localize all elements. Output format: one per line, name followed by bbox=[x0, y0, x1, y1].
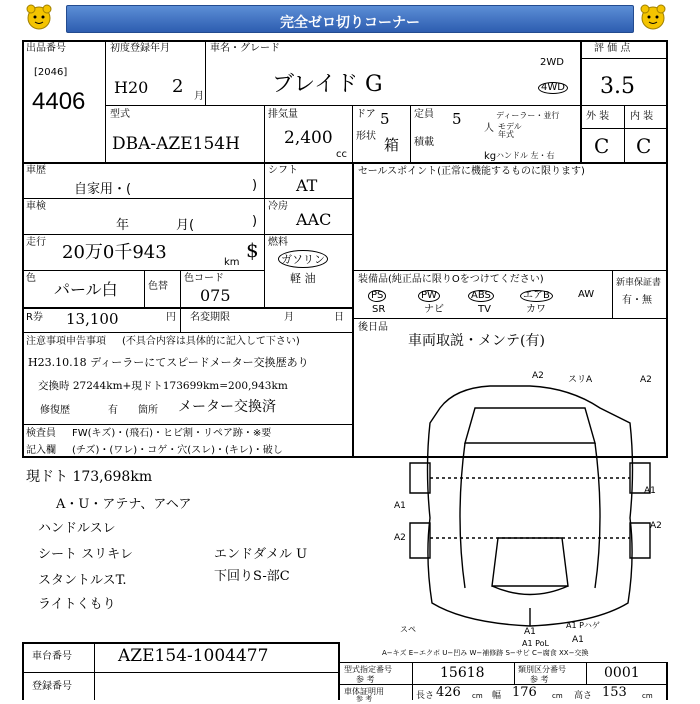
int-value: C bbox=[636, 134, 652, 158]
notes-hint: (不具合内容は具体的に記入して下さい) bbox=[122, 336, 300, 347]
displacement-value: 2,400 bbox=[284, 128, 333, 148]
notes-label: 注意事項申告事項 bbox=[26, 336, 106, 347]
equip-airbag: エアB bbox=[520, 290, 553, 302]
int-label: 内 装 bbox=[630, 111, 654, 122]
ext-label: 外 装 bbox=[586, 111, 610, 122]
inspector-label: 検査員 bbox=[26, 428, 56, 439]
diagram-mark-a2-right: A2 bbox=[650, 521, 662, 531]
handwritten-line-1: 現ドト 173,698km bbox=[26, 469, 153, 485]
warranty-label: 新車保証書 bbox=[616, 278, 662, 288]
diagram-mark-a1-bottom-right: A1 bbox=[572, 635, 584, 645]
model-cert-ref: 参 考 bbox=[356, 675, 375, 684]
first-reg-month-unit: 月 bbox=[194, 91, 204, 102]
shift-value: AT bbox=[296, 176, 318, 195]
diagram-mark-phage: A1 Pハゲ bbox=[566, 621, 600, 630]
diagram-mark-pol: A1 PoL bbox=[522, 639, 549, 648]
doors-value: 5 bbox=[380, 110, 390, 128]
repair-value: メーター交換済 bbox=[178, 399, 276, 415]
score-label: 評 価 点 bbox=[594, 43, 631, 54]
color-value: パール白 bbox=[54, 280, 118, 299]
class-ref: 参 考 bbox=[530, 675, 549, 684]
model-cert-label: 型式指定番号 bbox=[344, 665, 392, 674]
header-left-mascot bbox=[24, 4, 54, 30]
diagram-mark-a1-left: A1 bbox=[394, 501, 406, 511]
equip-abs: ABS bbox=[468, 290, 494, 302]
diagram-mark-a1-bottom-left: A1 bbox=[524, 627, 536, 637]
width-value: 176 bbox=[512, 685, 537, 700]
inspector-label-2: 記入欄 bbox=[26, 445, 56, 456]
handwritten-line-3: ハンドルスレ bbox=[38, 521, 116, 536]
notes-line2: 交換時 27244km+現ドト173699km=200,943km bbox=[38, 380, 288, 392]
lot-subcode: [2046] bbox=[34, 67, 68, 78]
usage-label: 車歴 bbox=[26, 165, 46, 176]
header-title-bar bbox=[66, 5, 634, 33]
length-label: 長さ bbox=[416, 691, 435, 701]
handwritten-line-5: スタントルスT. bbox=[38, 573, 127, 588]
inspector-items: FW(キズ)・(飛石)・ヒビ割・リペア跡・※要 bbox=[72, 428, 272, 439]
equip-aw: AW bbox=[578, 289, 595, 300]
recycle-value: 13,100 bbox=[66, 310, 119, 328]
equip-tv: TV bbox=[478, 304, 491, 315]
equip-kawa: カワ bbox=[526, 304, 546, 315]
width-label: 幅 bbox=[492, 691, 502, 701]
car-damage-diagram bbox=[380, 368, 680, 658]
load-unit: kg bbox=[484, 151, 497, 162]
postfit-value: 車両取説・メンテ(有) bbox=[408, 333, 545, 349]
equip-ps: PS bbox=[368, 290, 386, 302]
class-value: 0001 bbox=[604, 665, 640, 681]
ext-value: C bbox=[594, 134, 610, 158]
fuel-label: 燃料 bbox=[268, 237, 288, 248]
mileage-value: 20万0千943 bbox=[62, 242, 167, 263]
equip-pw: PW bbox=[418, 290, 440, 302]
handwritten-line-8: 下回りS-部C bbox=[214, 569, 290, 584]
handwritten-line-7: エンドダメル U bbox=[214, 547, 308, 562]
usage-value: 自家用・( bbox=[74, 182, 132, 197]
cooling-label: 冷房 bbox=[268, 201, 288, 212]
equip-sr: SR bbox=[372, 304, 386, 315]
model-label: 型式 bbox=[110, 109, 130, 120]
mileage-mark: $ bbox=[246, 238, 259, 262]
equip-navi: ナビ bbox=[424, 304, 444, 315]
warranty-value: 有・無 bbox=[622, 295, 652, 306]
handle-label: ハンドル 左・右 bbox=[496, 151, 555, 160]
drive-2wd: 2WD bbox=[540, 57, 564, 68]
fuel-diesel: 軽 油 bbox=[290, 272, 316, 285]
name-change-label: 名変期限 bbox=[190, 312, 230, 323]
displacement-unit: cc bbox=[336, 149, 347, 160]
handwritten-line-2: A・U・アテナ、アヘア bbox=[56, 497, 192, 512]
handwritten-line-6: ライトくもり bbox=[38, 597, 116, 612]
first-reg-month: 2 bbox=[172, 76, 184, 97]
capacity-value: 5 bbox=[452, 110, 462, 128]
fuel-gasoline: ガソリン bbox=[278, 250, 328, 268]
color-label: 色 bbox=[26, 273, 36, 284]
height-label: 高さ bbox=[574, 691, 593, 701]
postfit-label: 後日品 bbox=[358, 322, 388, 333]
displacement-label: 排気量 bbox=[268, 109, 298, 120]
body-shape-value: 箱 bbox=[384, 136, 400, 154]
lot-number: 4406 bbox=[32, 88, 86, 115]
height-value: 153 bbox=[602, 685, 627, 700]
notes-line1: H23.10.18 ディーラーにてスピードメーター交換歴あり bbox=[28, 356, 309, 369]
inspection-year-unit: 年 bbox=[116, 218, 130, 233]
model-cert-value: 15618 bbox=[440, 665, 485, 681]
diagram-mark-sure-a: スリA bbox=[568, 375, 593, 385]
recycle-unit: 円 bbox=[166, 312, 176, 323]
size-label: 車体証明用 bbox=[344, 687, 384, 696]
equipment-label: 装備品(純正品に限りOをつけてください) bbox=[358, 274, 544, 285]
registration-label: 登録番号 bbox=[32, 681, 72, 692]
length-value: 426 bbox=[436, 685, 461, 700]
handwritten-line-4: シート スリキレ bbox=[38, 547, 134, 562]
score-value: 3.5 bbox=[600, 74, 635, 99]
body-shape-label: 形状 bbox=[356, 131, 376, 142]
diagram-mark-a2-left: A2 bbox=[394, 533, 406, 543]
mileage-unit: km bbox=[224, 257, 240, 268]
model-value: DBA-AZE154H bbox=[112, 134, 240, 154]
shift-label: シフト bbox=[268, 165, 298, 176]
repair-label: 修復歴 bbox=[40, 405, 70, 416]
first-reg-year: H20 bbox=[114, 78, 149, 97]
length-unit: cm bbox=[472, 692, 483, 700]
damage-legend: A−キズ E−エクボ U−凹み W−補修跡 S−サビ C−腐食 XX−交換 bbox=[382, 649, 589, 657]
inspector-items-2: (チズ)・(ワレ)・コゲ・穴(スレ)・(キレ)・破し bbox=[72, 445, 283, 456]
recycle-label: R券 bbox=[26, 312, 43, 323]
inspection-label: 車検 bbox=[26, 201, 46, 212]
chassis-label: 車台番号 bbox=[32, 651, 72, 662]
first-reg-label: 初度登録年月 bbox=[110, 43, 170, 54]
diagram-mark-a2-top-right: A2 bbox=[640, 375, 652, 385]
inspection-close: ) bbox=[252, 214, 258, 229]
name-change-day: 日 bbox=[334, 312, 344, 323]
dealer-label: ディーラー・並行 bbox=[496, 111, 560, 120]
class-label: 類別区分番号 bbox=[518, 665, 566, 674]
cooling-value: AAC bbox=[296, 210, 332, 229]
diagram-mark-spe: スペ bbox=[400, 625, 416, 634]
car-name-value: ブレイド G bbox=[272, 72, 383, 97]
doors-label: ドア bbox=[356, 109, 376, 120]
width-unit: cm bbox=[552, 692, 563, 700]
inspection-month-unit: 月( bbox=[176, 218, 195, 233]
repair-loc: 箇所 bbox=[138, 405, 158, 416]
color-change-label: 色替 bbox=[148, 281, 168, 292]
capacity-label: 定員 bbox=[414, 109, 434, 120]
mileage-label: 走行 bbox=[26, 237, 46, 248]
color-code-value: 075 bbox=[200, 286, 231, 305]
lot-label: 出品番号 bbox=[26, 43, 66, 54]
usage-close: ) bbox=[252, 178, 258, 193]
page-title: 完全ゼロ切りコーナー bbox=[280, 15, 420, 31]
size-ref: 参 考 bbox=[356, 695, 373, 703]
diagram-mark-a1-right: A1 bbox=[644, 486, 656, 496]
drive-4wd: 4WD bbox=[538, 82, 568, 94]
name-change-month: 月 bbox=[284, 312, 294, 323]
repair-yes: 有 bbox=[108, 405, 118, 416]
sales-point-label: セールスポイント(正常に機能するものに限ります) bbox=[358, 166, 585, 177]
car-name-label: 車名・グレード bbox=[210, 43, 280, 54]
height-unit: cm bbox=[642, 692, 653, 700]
load-label: 積載 bbox=[414, 137, 434, 148]
color-code-label: 色コード bbox=[184, 273, 224, 284]
capacity-unit: 人 bbox=[484, 123, 494, 134]
header-right-mascot bbox=[638, 4, 668, 30]
model-year-label: モデル 年式 bbox=[498, 122, 522, 139]
chassis-value: AZE154-1004477 bbox=[118, 646, 269, 666]
diagram-mark-a2-top-left: A2 bbox=[532, 371, 544, 381]
